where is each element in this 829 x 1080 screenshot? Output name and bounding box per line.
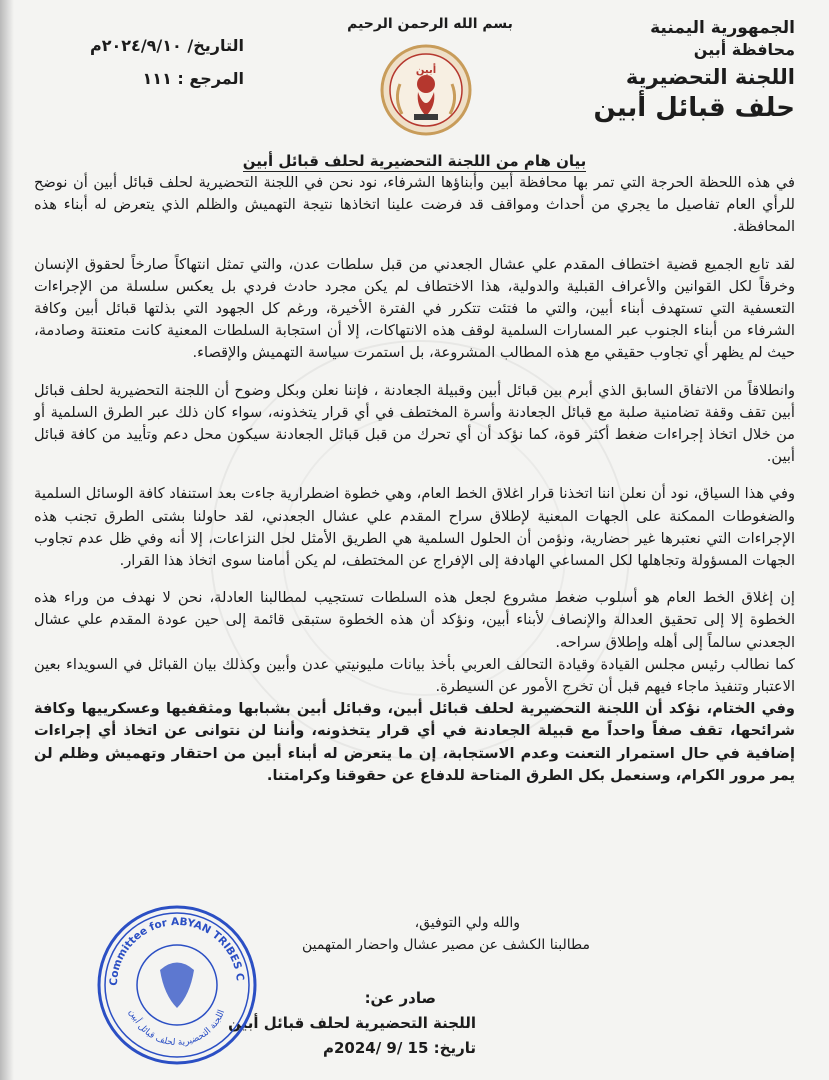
closing-paragraph: وفي الختام، نؤكد أن اللجنة التحضيرية لحلف قبائل أبين، وقبائل أبين بشبابها ومثقفيها وعسكرييها وكافة شرائحها، تقف صفاً واحداً مع قبيلة الجعادنة في أي قرار يتخذونه، وأننا لن نتوانى عن اتخاذ أي إجراءات إضافية في حال استمرار التعنت وعدم الاستجابة، إن ما يتعرض له أبناء أبين من احتقار وتهميش وظلم لن يمر مرور الكرام، وسنعمل بكل الطرق المتاحة للدفاع عن حقوقنا وكرامتنا. xyxy=(34,700,795,784)
stamp-outer-text: Committee for ABYAN TRIBES C xyxy=(107,915,246,987)
closing-greeting: والله ولي التوفيق، xyxy=(414,915,520,931)
country-name: الجمهورية اليمنية xyxy=(650,18,795,38)
logo-emblem-icon xyxy=(380,44,472,136)
official-stamp xyxy=(92,900,262,1070)
logo-text: أبين xyxy=(415,65,437,76)
statement-title xyxy=(0,152,829,170)
reference-field: المرجع : ١١١ xyxy=(142,69,244,88)
letterhead-right xyxy=(594,18,795,123)
statement-body xyxy=(34,172,795,802)
issued-label: صادر عن: xyxy=(364,989,436,1007)
paragraph: وانطلاقاً من الاتفاق السابق الذي أبرم بين قبائل أبين وقبيلة الجعادنة ، فإننا نعلن وبكل وضوح أن اللجنة التحضيرية لحلف قبائل أبين تقف وقفة تضامنية صلبة مع قبائل الجعادنة وأسرة المختطف في أي قرار يتخذونه، سواء كان ذلك عبر الطرق السلمية أو من خلال اتخاذ إجراءات ضغط أكثر قوة، كما نؤكد أن أي تحرك من قبل قبائل الجعادنة سيكون محل دعم وتأييد من كافة قبائل أبين. xyxy=(34,381,795,466)
stamp-inner-text: اللجنة التحضيرية لحلف قبائل أبين xyxy=(126,1008,228,1049)
issued-block xyxy=(228,986,476,1061)
issuer-name: اللجنة التحضيرية لحلف قبائل أبين xyxy=(228,1014,476,1032)
paragraph: وفي هذا السياق، نود أن نعلن اننا اتخذنا قرار اغلاق الخط العام، وهي خطوة اضطرارية جاءت بعد استنفاد كافة الوسائل السلمية والضغوطات الممكنة على الجهات المعنية لإطلاق سراح المقدم علي عشال الجعدني، لقد حاولنا بشتى الطرق تجنب هذه الإجراءات التي نعتبرها غير حضارية، ونؤمن أن الحلول السلمية هي الطريق الأمثل لحل النزاعات، إلا أنه وفي ظل عدم تجاوب الجهات المسؤولة وتجاهلها لكل المساعي الهادفة إلى الإفراج عن المختطف، لم يكن أمامنا سوى اتخاذ هذا القرار. xyxy=(34,485,795,570)
closing-block xyxy=(260,912,590,956)
governorate-name: محافظة أبين xyxy=(693,40,795,59)
basmala: بسم الله الرحمن الرحيم xyxy=(347,16,513,32)
alliance-name: حلف قبائل أبين xyxy=(593,93,795,123)
date-field: التاريخ/ ٢٠٢٤/٩/١٠م xyxy=(90,36,244,55)
paragraph: إن إغلاق الخط العام هو أسلوب ضغط مشروع لجعل هذه السلطات تستجيب لمطالبنا العادلة، نحن لا نهدف من وراء هذه الخطوة إلا إلى تحقيق العدالة والإنصاف لأبناء أبين، ونؤكد أن هذه الخطوة ستبقى قائمة إلى حين عودة المقدم علي عشال الجعدني سالماً إلى أهله وإطلاق سراحه. xyxy=(34,589,795,651)
closing-demand: مطالبنا الكشف عن مصير عشال واحضار المتهمين xyxy=(301,937,590,953)
alliance-logo xyxy=(380,44,472,136)
committee-name: اللجنة التحضيرية xyxy=(625,65,795,89)
statement-title-text: بيان هام من اللجنة التحضيرية لحلف قبائل أبين xyxy=(242,152,587,170)
letterhead-left xyxy=(84,36,244,102)
paragraph: في هذه اللحظة الحرجة التي تمر بها محافظة أبين وأبناؤها الشرفاء، نود نحن في اللجنة التحضيرية لحلف قبائل أبين أن نوضح للرأي العام تفاصيل ما يجري من أحداث ومواقف قد فرضت علينا اتخاذها نتيجة التهميش والظلم الذي يتعرض له أبناء هذه المحافظة. xyxy=(34,174,795,236)
stamp-seal-icon xyxy=(92,900,262,1070)
paragraph: كما نطالب رئيس مجلس القيادة وقيادة التحالف العربي بأخذ بيانات مليونيتي عدن وأبين وكذلك بيان القبائل في السويداء بعين الاعتبار وتنفيذ ماجاء فيهم قبل أن تخرج الأمور عن السيطرة. xyxy=(34,655,795,696)
issue-date: تاريخ: 15 /9 /2024م xyxy=(322,1039,476,1057)
paragraph: لقد تابع الجميع قضية اختطاف المقدم علي عشال الجعدني من قبل سلطات عدن، والتي تمثل انتهاكاً صارخاً لحقوق الإنسان وخرقاً لكل القوانين والأعراف القبلية والدولية، هذا الاختطاف لم يكن مجرد حادث فردي بل يعكس سلسلة من الإجراءات التعسفية التي تستهدف أبناء أبين، والتي ما فتئت تتكرر في الفترة الأخيرة، ورغم كل الجهود التي بذلتها قبائل أبين وكافة الشرفاء من أبناء الجنوب عبر المسارات السلمية لوقف هذه الانتهاكات، إلا أن استجابة السلطات المعنية كانت متعنتة وصادمة، حيث لم يظهر أي تجاوب حقيقي مع هذه المطالب المشروعة، بل استمرت سياسة التهميش والإقصاء. xyxy=(34,255,795,362)
